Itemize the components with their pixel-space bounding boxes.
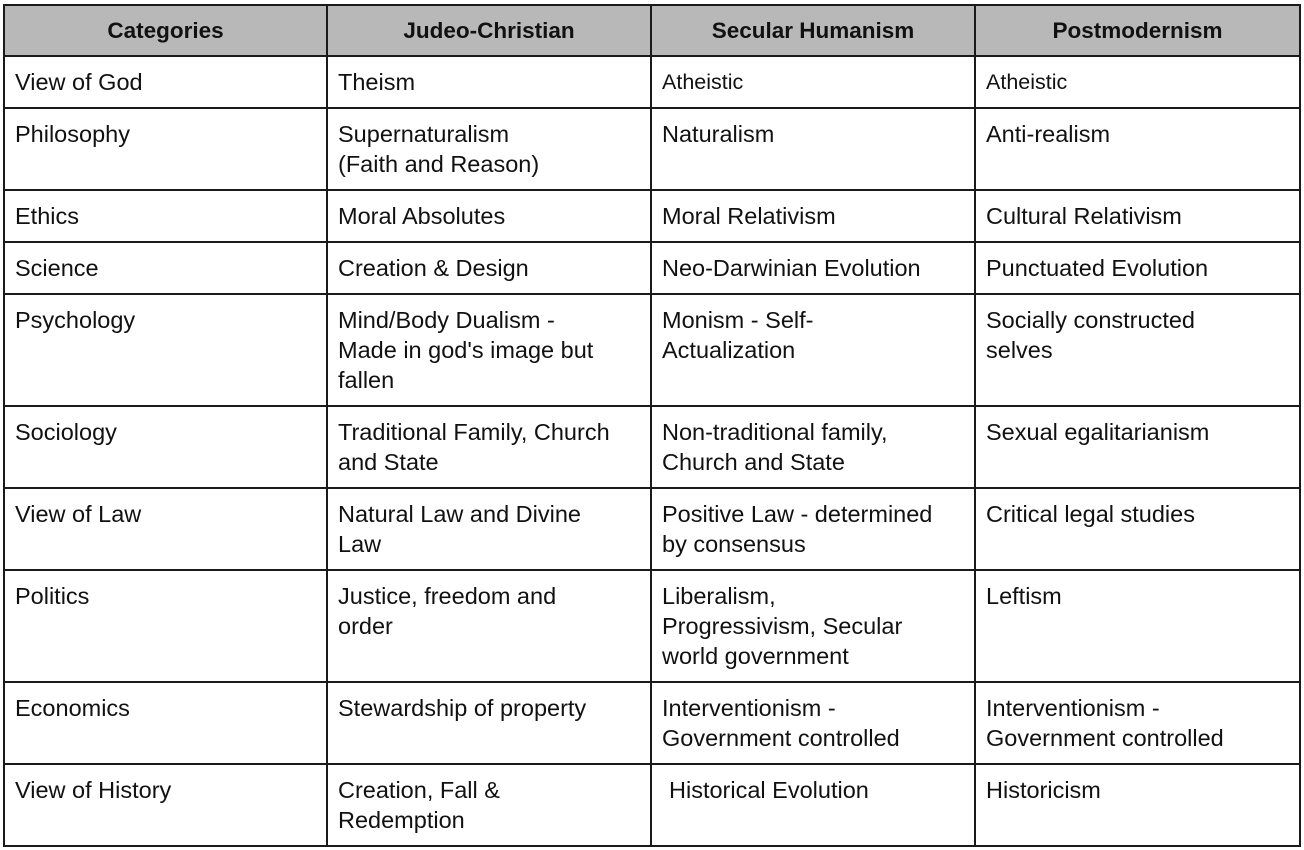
table-row <box>4 56 1300 108</box>
judeo-christian-cell: Supernaturalism (Faith and Reason) <box>327 108 651 190</box>
postmodernism-cell: Leftism <box>975 570 1300 682</box>
category-cell: Ethics <box>4 190 327 242</box>
secular-humanism-cell: Monism - Self- Actualization <box>651 294 975 406</box>
secular-humanism-cell: Moral Relativism <box>651 190 975 242</box>
category-cell: Sociology <box>4 406 327 488</box>
category-cell: Economics <box>4 682 327 764</box>
category-cell: View of God <box>4 56 327 108</box>
judeo-christian-cell: Theism <box>327 56 651 108</box>
worldview-comparison-table <box>3 4 1301 847</box>
table-row <box>4 764 1300 846</box>
postmodernism-cell: Interventionism - Government controlled <box>975 682 1300 764</box>
postmodernism-cell: Punctuated Evolution <box>975 242 1300 294</box>
postmodernism-cell: Socially constructed selves <box>975 294 1300 406</box>
secular-humanism-cell: Historical Evolution <box>651 764 975 846</box>
secular-humanism-cell: Naturalism <box>651 108 975 190</box>
judeo-christian-cell: Mind/Body Dualism - Made in god's image but fallen <box>327 294 651 406</box>
secular-humanism-cell: Neo-Darwinian Evolution <box>651 242 975 294</box>
header-row <box>4 5 1300 56</box>
judeo-christian-cell: Stewardship of property <box>327 682 651 764</box>
judeo-christian-cell: Creation, Fall & Redemption <box>327 764 651 846</box>
table-row <box>4 570 1300 682</box>
table-header <box>4 5 1300 56</box>
category-cell: View of History <box>4 764 327 846</box>
category-cell: Politics <box>4 570 327 682</box>
category-cell: Science <box>4 242 327 294</box>
table-row <box>4 488 1300 570</box>
header-secular-humanism: Secular Humanism <box>651 5 975 56</box>
postmodernism-cell: Anti-realism <box>975 108 1300 190</box>
table-row <box>4 108 1300 190</box>
secular-humanism-cell: Positive Law - determined by consensus <box>651 488 975 570</box>
category-cell: Psychology <box>4 294 327 406</box>
table-body <box>4 56 1300 846</box>
header-categories: Categories <box>4 5 327 56</box>
postmodernism-cell: Historicism <box>975 764 1300 846</box>
judeo-christian-cell: Creation & Design <box>327 242 651 294</box>
postmodernism-cell: Sexual egalitarianism <box>975 406 1300 488</box>
table-row <box>4 294 1300 406</box>
table-row <box>4 406 1300 488</box>
table-row <box>4 190 1300 242</box>
postmodernism-cell: Atheistic <box>975 56 1300 108</box>
header-judeo-christian: Judeo-Christian <box>327 5 651 56</box>
judeo-christian-cell: Traditional Family, Church and State <box>327 406 651 488</box>
judeo-christian-cell: Moral Absolutes <box>327 190 651 242</box>
judeo-christian-cell: Justice, freedom and order <box>327 570 651 682</box>
judeo-christian-cell: Natural Law and Divine Law <box>327 488 651 570</box>
table-row <box>4 682 1300 764</box>
table-row <box>4 242 1300 294</box>
secular-humanism-cell: Interventionism - Government controlled <box>651 682 975 764</box>
secular-humanism-cell: Non-traditional family, Church and State <box>651 406 975 488</box>
header-postmodernism: Postmodernism <box>975 5 1300 56</box>
secular-humanism-cell: Atheistic <box>651 56 975 108</box>
secular-humanism-cell: Liberalism, Progressivism, Secular world government <box>651 570 975 682</box>
category-cell: Philosophy <box>4 108 327 190</box>
category-cell: View of Law <box>4 488 327 570</box>
postmodernism-cell: Cultural Relativism <box>975 190 1300 242</box>
postmodernism-cell: Critical legal studies <box>975 488 1300 570</box>
